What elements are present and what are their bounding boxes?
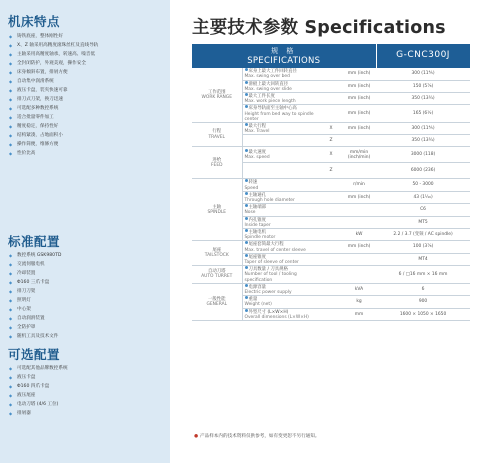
axis-cell: [320, 105, 342, 123]
unit-cell: kVA: [342, 283, 376, 295]
bullet-icon: [245, 296, 248, 299]
param-name-cn: 尾座锥度: [248, 254, 267, 260]
param-name: [242, 191, 320, 203]
axis-cell: [320, 253, 342, 265]
group-label-cn: 主轴: [212, 204, 222, 210]
value-cell: 300 (11⁴⁄₅): [376, 68, 470, 80]
param-name-cn: 刀具数量 / 刀具规格: [248, 267, 288, 273]
bullet-icon: [245, 81, 248, 84]
param-name: [242, 68, 320, 80]
param-name: [242, 228, 320, 240]
param-name-en: Max. Travel: [244, 129, 270, 135]
list-item: ◆ 性价比高: [9, 149, 165, 158]
footnote-text: 产品样本内的技术资料仅供参考，如有变更恕不另行通知。: [200, 434, 320, 439]
table-row: [192, 122, 470, 134]
axis-cell: [320, 68, 342, 80]
unit-cell: r/min: [342, 179, 376, 191]
group-label-en: FEED: [211, 162, 223, 168]
list-item: ◆ Φ160 三爪卡盘: [9, 278, 165, 287]
unit-cell: mm (inch): [342, 191, 376, 203]
sidebar: [0, 0, 170, 463]
axis-cell: Z: [320, 163, 342, 179]
param-name-en: Max. work piece length: [244, 99, 296, 105]
bullet-icon: [245, 105, 248, 108]
value-cell: 350 (13³⁄₄): [376, 92, 470, 104]
unit-cell: mm (inch): [342, 80, 376, 92]
unit-cell: [342, 204, 376, 216]
param-name-en: Taper of sleeve of center: [244, 259, 299, 265]
param-name-en: Height from bed way to spindle center: [244, 111, 314, 122]
value-cell: 100 (3⁷⁄₈): [376, 241, 470, 253]
bullet-icon: [245, 217, 248, 220]
table-row: [192, 179, 470, 191]
spec-header-cn: 规 格: [271, 46, 297, 55]
table-row: [192, 266, 470, 284]
list-item: ◆ 全防护罩: [9, 323, 165, 332]
param-name-en: Max. speed: [244, 155, 270, 161]
param-name: [242, 296, 320, 308]
list-item: ◆ 排屑器: [9, 409, 165, 418]
list-item: ◆ 数控系统 GSK980TD: [9, 251, 165, 260]
param-name: [242, 122, 320, 134]
param-name-cn: 滑板上最大回转直径: [248, 81, 289, 87]
param-name: [242, 80, 320, 92]
bullet-icon: [245, 284, 248, 287]
list-item: ◆ 电动刀塔 (4/6 工位): [9, 400, 165, 409]
value-cell: 43 (1¹⁄₁₆): [376, 191, 470, 203]
param-name-en: Speed: [244, 185, 259, 191]
param-name-cn: 床身上最大工件回转直径: [248, 69, 297, 75]
table-row: [192, 241, 470, 253]
param-name-en: Max. swing over slide: [244, 86, 292, 92]
bullet-icon: [245, 254, 248, 257]
bullet-icon: [245, 93, 248, 96]
param-name-cn: 电源容量: [248, 284, 267, 290]
page-title: 主要技术参数 Specifications: [192, 18, 446, 38]
group-label-en: AUTO TURRET: [201, 274, 233, 280]
list-item: ◆ 主轴采用高精度轴承，转速高、噪音低: [9, 50, 165, 59]
group-label: [192, 147, 242, 179]
param-name: [242, 163, 320, 179]
list-item: ◆ 排刀式刀架，换刀迅速: [9, 95, 165, 104]
value-cell: 6 / □16 mm × 16 mm: [376, 266, 470, 284]
axis-cell: [320, 179, 342, 191]
list-item: ◆ 结构紧凑，占地面积小: [9, 131, 165, 140]
spec-table: [192, 44, 471, 321]
bullet-icon: [245, 241, 248, 244]
axis-cell: [320, 216, 342, 228]
param-name-cn: 转速: [248, 180, 258, 186]
group-label: [192, 122, 242, 146]
param-name-en: Through hole diameter: [244, 197, 295, 203]
param-name-cn: 尾座套筒最大行程: [248, 242, 284, 248]
axis-cell: [320, 308, 342, 320]
group-label-en: GENERAL: [206, 301, 228, 307]
bullet-icon: [245, 229, 248, 232]
param-name: [242, 204, 320, 216]
features-title: 机床特点: [8, 14, 61, 29]
value-cell: MT4: [376, 253, 470, 265]
list-item: ◆ 液压卡盘: [9, 373, 165, 382]
table-row: [192, 147, 470, 163]
param-name-cn: 最大行程: [248, 123, 267, 129]
list-item: ◆ 交流伺服电机: [9, 260, 165, 269]
value-cell: 300 (11⁴⁄₅): [376, 122, 470, 134]
group-label: [192, 283, 242, 320]
param-name-cn: 内孔锥度: [248, 217, 267, 223]
param-name-cn: 重量: [248, 297, 258, 303]
param-name-cn: 外型尺寸 (L×W×H): [248, 309, 289, 315]
param-name-cn: 主轴端部: [248, 205, 267, 211]
value-cell: MT5: [376, 216, 470, 228]
list-item: ◆ 中心架: [9, 305, 165, 314]
group-label-cn: 进给: [212, 157, 222, 163]
footnote-mark: ●: [194, 434, 199, 439]
list-item: ◆ 排刀刀架: [9, 287, 165, 296]
value-cell: 1600 × 1050 × 1650: [376, 308, 470, 320]
list-item: ◆ 铸铁底座，整体刚性好: [9, 32, 165, 41]
group-label: [192, 68, 242, 122]
list-item: ◆ 操作简便，维修方便: [9, 140, 165, 149]
unit-cell: [342, 216, 376, 228]
group-label: [192, 266, 242, 284]
unit-cell: mm (inch): [342, 241, 376, 253]
param-name: [242, 308, 320, 320]
list-item: ◆ 可选配多种数控系统: [9, 104, 165, 113]
param-name-cn: 最大速度: [248, 150, 267, 156]
axis-cell: [320, 266, 342, 284]
spec-table-header: [192, 44, 470, 68]
list-item: ◆ 可选配其他品牌数控系统: [9, 364, 165, 373]
optional-config-title: 可选配置: [8, 347, 61, 362]
axis-cell: [320, 283, 342, 295]
value-cell: 6000 (236): [376, 163, 470, 179]
axis-cell: X: [320, 147, 342, 163]
unit-cell: mm (inch): [342, 68, 376, 80]
value-cell: 6: [376, 283, 470, 295]
axis-cell: [320, 80, 342, 92]
list-item: ◆ Φ160 四爪卡盘: [9, 382, 165, 391]
param-name-en: Max. swing over bed: [244, 74, 290, 80]
list-item: ◆ 随机工具及技术文件: [9, 332, 165, 341]
group-label-en: SPINDLE: [207, 209, 227, 215]
value-cell: 165 (6¹⁄₂): [376, 105, 470, 123]
param-name: [242, 147, 320, 163]
param-name-en: Inside taper: [244, 222, 271, 228]
list-item: ◆ X、Z 轴采用高精度滚珠丝杠及直线导轨: [9, 41, 165, 50]
param-name-en: Electric power supply: [244, 289, 292, 295]
value-cell: 350 (13³⁄₄): [376, 135, 470, 147]
unit-cell: kW: [342, 228, 376, 240]
axis-cell: [320, 191, 342, 203]
main-content: [170, 0, 480, 463]
spec-table-body: [192, 68, 470, 321]
param-name: [242, 216, 320, 228]
optional-config-list: [9, 364, 165, 418]
group-label-en: TRAVEL: [208, 134, 225, 140]
model-header: G-CNC300J: [376, 44, 470, 68]
standard-config-title: 标准配置: [8, 234, 61, 249]
group-label-cn: 尾座: [212, 248, 222, 254]
group-label: [192, 179, 242, 241]
axis-cell: [320, 204, 342, 216]
param-name: [242, 241, 320, 253]
spec-header-cell: [192, 44, 376, 68]
table-row: [192, 283, 470, 295]
param-name: [242, 135, 320, 147]
list-item: ◆ 自动集中润滑系统: [9, 77, 165, 86]
param-name-en: Weight (net): [244, 302, 272, 308]
value-cell: 900: [376, 296, 470, 308]
axis-cell: Z: [320, 135, 342, 147]
list-item: ◆ 液压卡盘，装夹快速可靠: [9, 86, 165, 95]
unit-cell: mm (inch): [342, 105, 376, 123]
unit-cell: mm (inch): [342, 92, 376, 104]
list-item: ◆ 床身倾斜布置，排屑方便: [9, 68, 165, 77]
param-name: [242, 92, 320, 104]
bullet-icon: [245, 179, 248, 182]
unit-cell: [342, 163, 376, 179]
group-label-en: TAILSTOCK: [204, 253, 229, 259]
param-name-cn: 主轴通孔: [248, 192, 267, 198]
axis-cell: [320, 241, 342, 253]
features-list: [9, 32, 165, 158]
param-name: [242, 105, 320, 123]
bullet-icon: [245, 266, 248, 269]
value-cell: 150 (5⁷⁄₈): [376, 80, 470, 92]
list-item: ◆ 全封闭防护，外观美观，操作安全: [9, 59, 165, 68]
unit-cell: [342, 135, 376, 147]
group-label-cn: 行程: [212, 129, 222, 135]
group-label-cn: 工作范围: [207, 89, 226, 95]
unit-cell: kg: [342, 296, 376, 308]
param-name-en: Overall dimensions (L×W×H): [244, 314, 309, 320]
value-cell: C6: [376, 204, 470, 216]
list-item: ◆ 精度稳定，保持性好: [9, 122, 165, 131]
group-label-en: WORK RANGE: [201, 94, 232, 100]
list-item: ◆ 液压尾座: [9, 391, 165, 400]
param-name-en: Nose: [244, 210, 256, 216]
bullet-icon: [245, 123, 248, 126]
value-cell: 3000 (118): [376, 147, 470, 163]
unit-cell: [342, 266, 376, 284]
axis-cell: [320, 92, 342, 104]
unit-cell: [342, 253, 376, 265]
axis-cell: [320, 228, 342, 240]
spec-header-en: SPECIFICATIONS: [247, 55, 321, 66]
param-name-en: Number of tool / tooling specification: [244, 272, 297, 283]
param-name-cn: 最大工件长度: [248, 93, 275, 99]
param-name: [242, 266, 320, 284]
bullet-icon: [245, 149, 248, 152]
group-label-cn: 自动刀塔: [207, 269, 226, 275]
param-name: [242, 283, 320, 295]
list-item: ◆ 照明灯: [9, 296, 165, 305]
param-name-cn: 床身导轨面至主轴中心高: [248, 106, 297, 112]
param-name-en: Spindle motor: [244, 235, 276, 241]
value-cell: 50 - 3000: [376, 179, 470, 191]
bullet-icon: [245, 68, 248, 71]
list-item: ◆ 适合批量零件加工: [9, 113, 165, 122]
bullet-icon: [245, 192, 248, 195]
footnote: [194, 433, 319, 439]
axis-cell: X: [320, 122, 342, 134]
standard-config-list: [9, 251, 165, 341]
unit-cell: mm/min (inch/min): [342, 147, 376, 163]
param-name-cn: 主轴电机: [248, 229, 267, 235]
list-item: ◆ 冷却装置: [9, 269, 165, 278]
param-name: [242, 179, 320, 191]
list-item: ◆ 自动润滑装置: [9, 314, 165, 323]
unit-cell: mm (inch): [342, 122, 376, 134]
group-label: [192, 241, 242, 266]
bullet-icon: [245, 204, 248, 207]
unit-cell: mm: [342, 308, 376, 320]
param-name: [242, 253, 320, 265]
value-cell: 2.2 / 3.7 (变频 / AC spindle): [376, 228, 470, 240]
axis-cell: [320, 296, 342, 308]
param-name-en: Max. travel of center sleeve: [244, 247, 306, 253]
table-row: [192, 68, 470, 80]
group-label-cn: 一般性能: [207, 296, 226, 302]
bullet-icon: [245, 309, 248, 312]
